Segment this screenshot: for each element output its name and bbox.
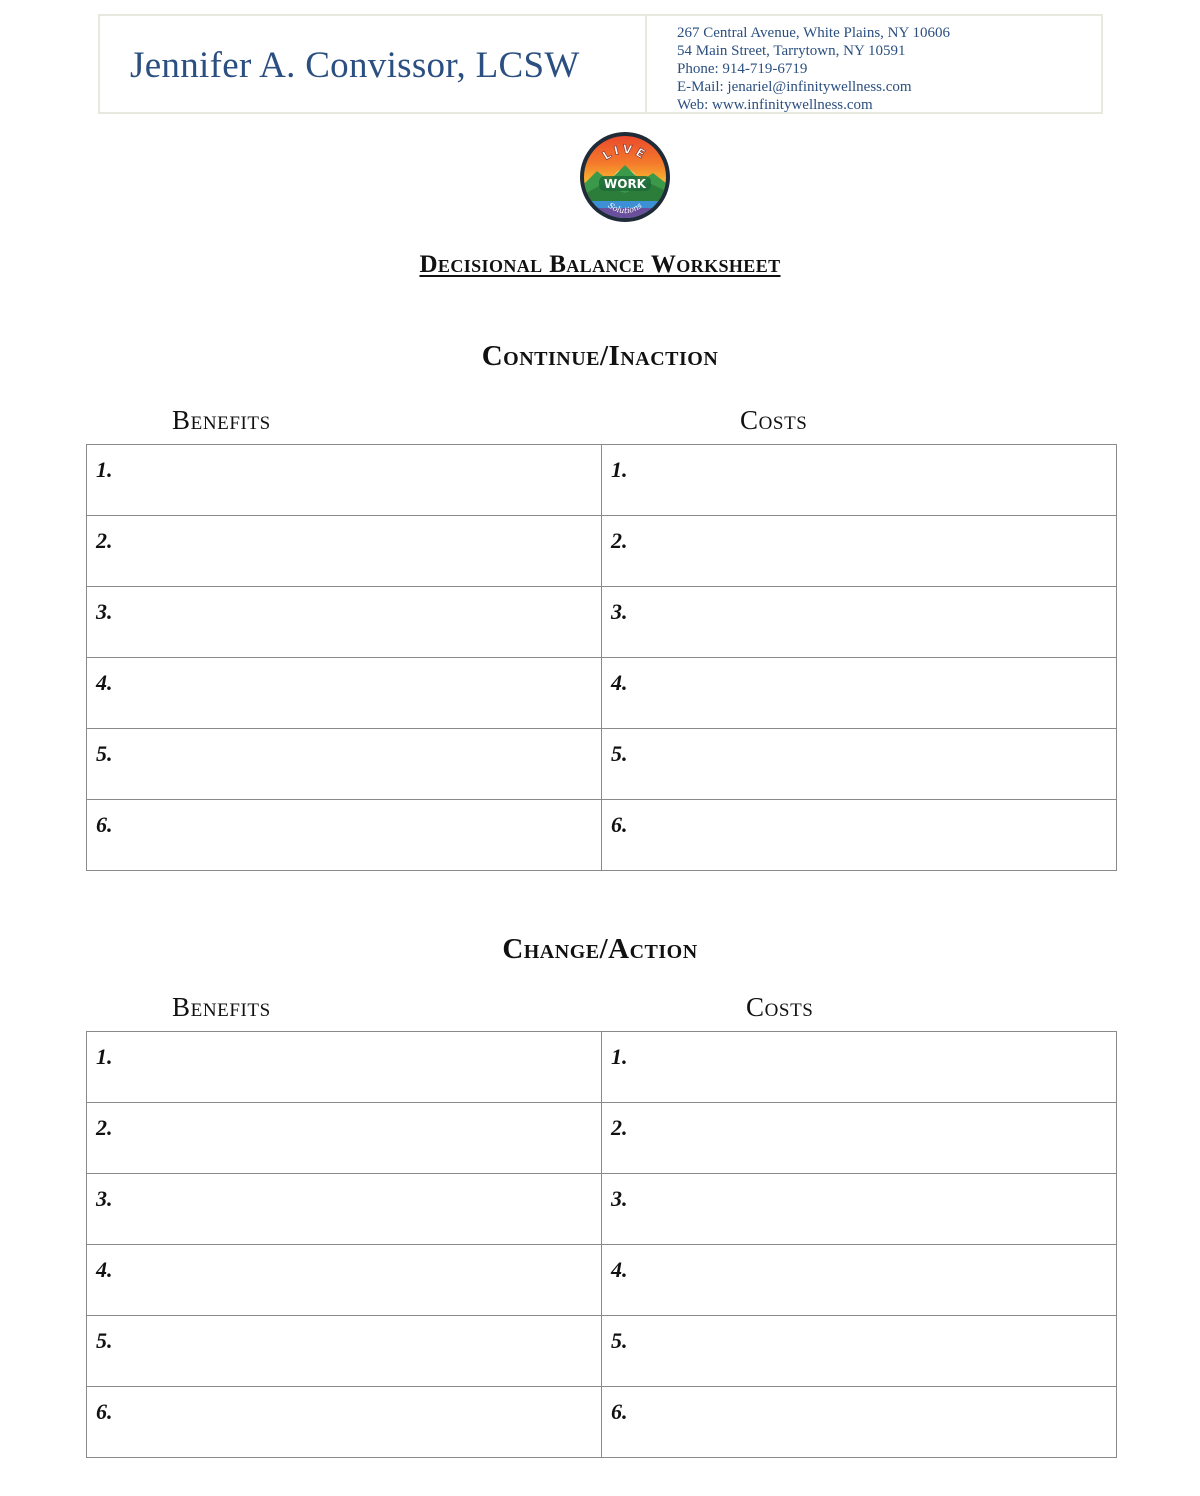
document-title [0, 251, 1200, 279]
costs-heading: Costs [746, 992, 814, 1022]
letterhead [98, 14, 1103, 114]
row-number: 2. [611, 528, 628, 553]
logo-live-text: LIVE [599, 141, 651, 163]
row-number: 4. [96, 670, 113, 695]
row-number: 4. [611, 670, 628, 695]
table-row [87, 1174, 1117, 1245]
benefit-cell[interactable] [87, 658, 602, 729]
costs-heading: Costs [740, 405, 808, 435]
logo-solutions-text: Solutions [606, 200, 644, 216]
row-number: 6. [96, 812, 113, 837]
row-number: 6. [96, 1399, 113, 1424]
cost-cell[interactable] [602, 1032, 1117, 1103]
address-tarrytown: 54 Main Street, Tarrytown, NY 10591 [677, 43, 906, 59]
phone-number: Phone: 914-719-6719 [677, 61, 808, 77]
row-number: 2. [96, 1115, 113, 1140]
row-number: 5. [611, 741, 628, 766]
row-number: 1. [611, 457, 628, 482]
row-number: 1. [611, 1044, 628, 1069]
benefit-cell[interactable] [87, 1103, 602, 1174]
live-work-solutions-logo [579, 131, 671, 223]
contact-block [677, 24, 950, 114]
row-number: 6. [611, 1399, 628, 1424]
row-number: 4. [96, 1257, 113, 1282]
table-row [87, 1316, 1117, 1387]
benefit-cell[interactable] [87, 729, 602, 800]
row-number: 2. [96, 528, 113, 553]
benefit-cell[interactable] [87, 1032, 602, 1103]
table-row [87, 800, 1117, 871]
table-row [87, 1032, 1117, 1103]
benefit-cell[interactable] [87, 1316, 602, 1387]
table-row [87, 729, 1117, 800]
practitioner-name: Jennifer A. Convissor, LCSW [130, 45, 580, 86]
row-number: 3. [96, 599, 113, 624]
logo-work-text: WORK [604, 177, 646, 191]
benefit-cell[interactable] [87, 516, 602, 587]
benefit-cell[interactable] [87, 445, 602, 516]
benefits-heading: Benefits [172, 992, 271, 1022]
row-number: 1. [96, 457, 113, 482]
row-number: 4. [611, 1257, 628, 1282]
cost-cell[interactable] [602, 1316, 1117, 1387]
benefit-cell[interactable] [87, 1174, 602, 1245]
website: Web: www.infinitywellness.com [677, 97, 873, 113]
document-title-text: Decisional Balance Worksheet [419, 251, 781, 278]
row-number: 6. [611, 812, 628, 837]
benefit-cell[interactable] [87, 800, 602, 871]
row-number: 1. [96, 1044, 113, 1069]
section-title-change-action: Change/Action [502, 933, 698, 965]
cost-cell[interactable] [602, 729, 1117, 800]
continue-inaction-table [86, 444, 1117, 871]
row-number: 2. [611, 1115, 628, 1140]
row-number: 3. [611, 1186, 628, 1211]
cost-cell[interactable] [602, 658, 1117, 729]
cost-cell[interactable] [602, 587, 1117, 658]
cost-cell[interactable] [602, 800, 1117, 871]
cost-cell[interactable] [602, 516, 1117, 587]
cost-cell[interactable] [602, 1387, 1117, 1458]
email-address: E-Mail: jenariel@infinitywellness.com [677, 79, 912, 95]
table-row [87, 1387, 1117, 1458]
table-row [87, 587, 1117, 658]
section-title-continue-inaction: Continue/Inaction [481, 340, 719, 372]
row-number: 5. [96, 741, 113, 766]
letterhead-divider [645, 16, 647, 112]
row-number: 5. [611, 1328, 628, 1353]
cost-cell[interactable] [602, 1245, 1117, 1316]
change-action-table [86, 1031, 1117, 1458]
table-row [87, 516, 1117, 587]
row-number: 5. [96, 1328, 113, 1353]
benefit-cell[interactable] [87, 587, 602, 658]
table-row [87, 658, 1117, 729]
cost-cell[interactable] [602, 1174, 1117, 1245]
table-row [87, 445, 1117, 516]
table-row [87, 1103, 1117, 1174]
benefit-cell[interactable] [87, 1245, 602, 1316]
row-number: 3. [611, 599, 628, 624]
row-number: 3. [96, 1186, 113, 1211]
benefits-heading: Benefits [172, 405, 271, 435]
cost-cell[interactable] [602, 445, 1117, 516]
cost-cell[interactable] [602, 1103, 1117, 1174]
benefit-cell[interactable] [87, 1387, 602, 1458]
table-row [87, 1245, 1117, 1316]
address-white-plains: 267 Central Avenue, White Plains, NY 10606 [677, 25, 951, 41]
